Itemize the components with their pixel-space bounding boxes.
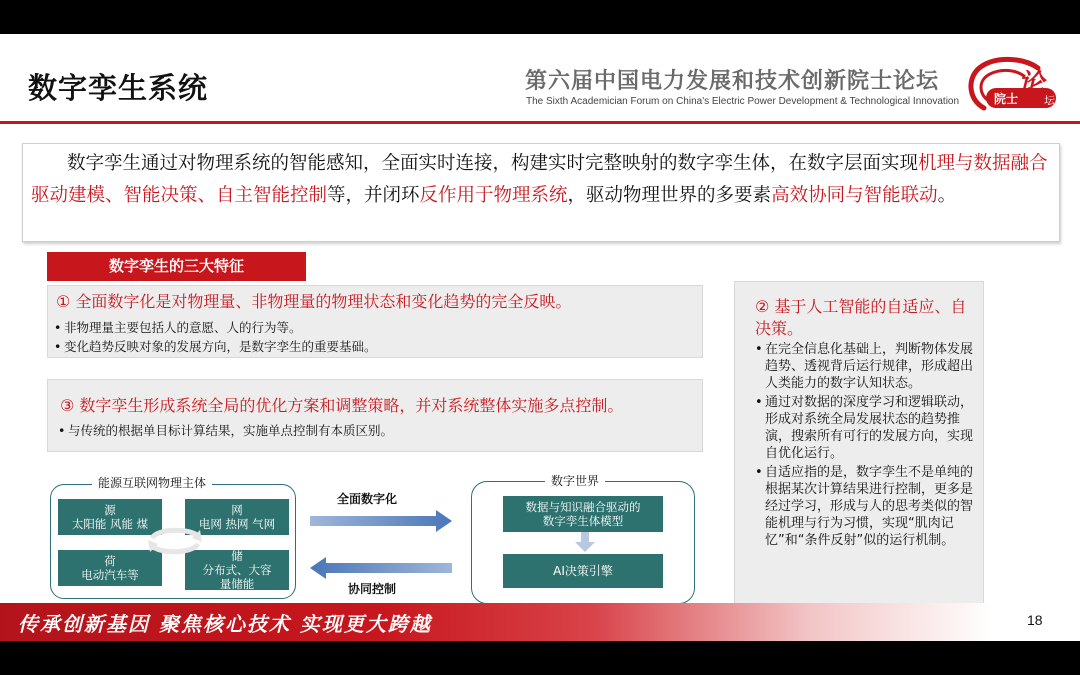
footer-slogan: 传承创新基因 聚焦核心技术 实现更大跨越 <box>18 612 432 636</box>
feature-1-bullet: • 非物理量主要包括人的意愿、人的行为等。 <box>54 319 302 336</box>
feature-2-box <box>734 281 984 604</box>
feature-1-bullet: • 变化趋势反映对象的发展方向，是数字孪生的重要基础。 <box>54 338 377 355</box>
source-name: 源 <box>104 503 116 517</box>
slide <box>0 34 1080 641</box>
intro-text-4: 。 <box>937 185 957 206</box>
feature-3-box <box>47 379 703 452</box>
source-desc: 太阳能 风能 煤 <box>71 517 149 531</box>
grid-desc: 电网 热网 气网 <box>198 517 276 531</box>
features-title: 数字孪生的三大特征 <box>47 252 306 281</box>
arrow-down-icon <box>575 532 595 552</box>
forum-logo <box>964 54 1070 116</box>
twin-model-line-2: 数字孪生体模型 <box>542 514 624 528</box>
feature-1-box <box>47 285 703 358</box>
forum-title-cn: 第六届中国电力发展和技术创新院士论坛 <box>525 69 940 94</box>
load-name: 荷 <box>104 554 116 568</box>
forum-title-en: The Sixth Academician Forum on China's Electric Power Development & Technological Innovation <box>526 96 960 107</box>
feature-2-heading: ② 基于人工智能的自适应、自决策。 <box>755 297 967 338</box>
ai-engine-block <box>503 554 663 588</box>
intro-text-3: ，驱动物理世界的多要素 <box>567 185 772 206</box>
digital-world-label: 数字世界 <box>545 472 605 489</box>
feature-3-bullet: • 与传统的根据单目标计算结果，实施单点控制有本质区别。 <box>58 422 393 439</box>
arrow-left-icon <box>310 557 452 579</box>
intro-highlight-1: 机理与数据融合驱动建模、智能决策、自主智能控制 <box>31 153 1048 206</box>
storage-desc-1: 分布式、大容 <box>202 563 272 577</box>
feature-3-heading: ③ 数字孪生形成系统全局的优化方案和调整策略，并对系统整体实施多点控制。 <box>60 396 624 415</box>
twin-model-line-1: 数据与知识融合驱动的 <box>525 500 641 514</box>
ai-engine-label: AI决策引擎 <box>553 564 613 578</box>
digitalization-label: 全面数字化 <box>337 492 398 506</box>
intro-highlight-2: 反作用于物理系统 <box>419 185 568 206</box>
storage-name: 储 <box>231 549 243 563</box>
coordinated-control-label: 协同控制 <box>348 582 397 596</box>
header-divider <box>0 121 1080 124</box>
svg-text:论: 论 <box>1018 69 1045 99</box>
page-number: 18 <box>1027 612 1043 628</box>
page-title: 数字孪生系统 <box>28 71 209 105</box>
svg-text:坛: 坛 <box>1044 94 1055 107</box>
feature-2-bullet: • 通过对数据的深度学习和逻辑联动，形成对系统全局发展状态的趋势推演，搜索所有可行的发展方向，实现自优化运行。 <box>755 394 977 462</box>
storage-desc-2: 量储能 <box>219 577 255 591</box>
load-desc: 电动汽车等 <box>81 568 139 582</box>
cycle-arrows-icon <box>144 526 206 556</box>
intro-text-1: 数字孪生通过对物理系统的智能感知，全面实时连接，构建实时完整映射的数字孪生体，在数字层面实现 <box>67 153 919 174</box>
intro-box <box>22 143 1060 242</box>
feature-2-bullet: • 在完全信息化基础上，判断物体发展趋势、透视背后运行规律，形成超出人类能力的数字认知状态。 <box>755 341 977 392</box>
feature-2-bullet: • 自适应指的是，数字孪生不是单纯的根据某次计算结果进行控制，更多是经过学习，形成与人的思考类似的智能机理与行为习惯，实现“肌肉记忆”和“条件反射”似的运行机制。 <box>755 464 977 549</box>
arrow-right-icon <box>310 510 452 532</box>
intro-highlight-3: 高效协同与智能联动 <box>771 185 938 206</box>
feature-1-heading: ① 全面数字化是对物理量、非物理量的物理状态和变化趋势的完全反映。 <box>56 292 572 311</box>
twin-model-block <box>503 496 663 532</box>
grid-name: 网 <box>231 503 243 517</box>
svg-text:院士: 院士 <box>994 92 1019 106</box>
physical-entity-label: 能源互联网物理主体 <box>92 474 212 491</box>
intro-text-2: 等，并闭环 <box>327 185 420 206</box>
storage-block <box>185 550 289 590</box>
